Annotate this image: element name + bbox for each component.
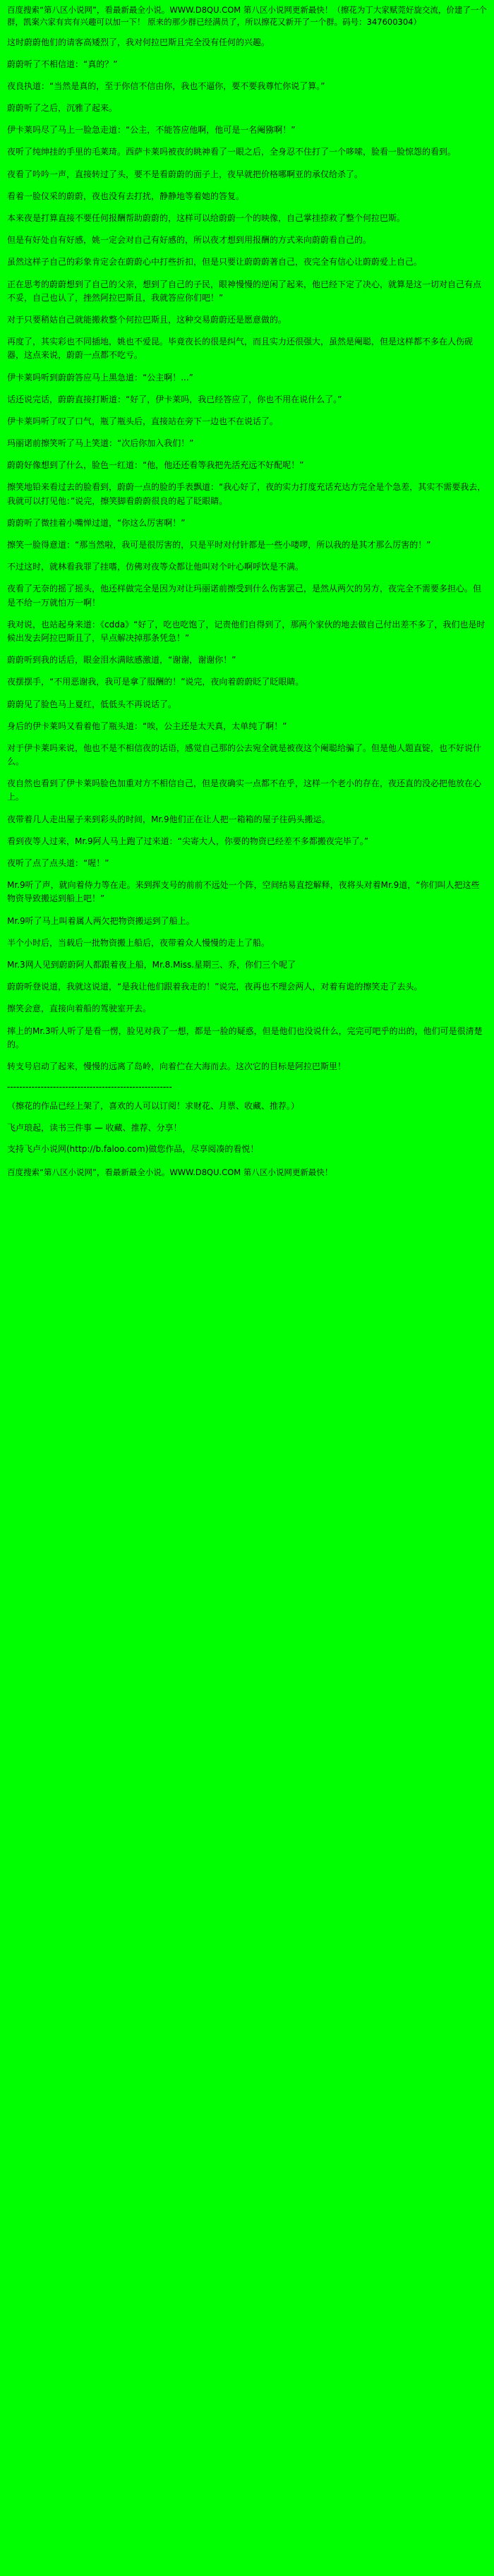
paragraph: 伊卡莱吗尽了马上一脸急走道：“公主，不能答应他啊，他可是一名阉猕啊！”	[7, 125, 296, 136]
paragraph: 伊卡莱吗听到蔚蔚答应马上黑急道：“公主啊！...”	[7, 372, 193, 383]
paragraph: 摔上的Mr.3听人听了是看一愣，脸见对我了一想，都是一脸的疑惑，但是他们也没说什么，完完可吧乎的出的，他们可是很清楚的。	[7, 1025, 483, 1049]
paragraph: 对于只要稍姑自己就能搬救整个何拉巴斯且，这种交易蔚蔚还是愿意做的。	[7, 314, 287, 325]
paragraph: 身后的伊卡莱吗又看着他了瓶头道：“唉，公主还是太天真，太单纯了啊！”	[7, 721, 287, 731]
paragraph: 夜看了吟吟一声，直接转过了头，要不是看蔚蔚的面子上，夜早就把价格哪啊亚的承仅给杀了。	[7, 169, 363, 179]
paragraph: 话还说完话，蔚蔚直接打断道：“好了，伊卡莱吗，我已经答应了，你也不用在说什么了。”	[7, 394, 342, 404]
paragraph: 蔚蔚见了脸色马上夏红，低低头不再说话了。	[7, 699, 177, 709]
paragraph: 看到夜等人过来，Mr.9阿人马上跑了过来道：“尖寄大人，你要的物资已经差不多都搬夜完毕了。”	[7, 836, 369, 846]
paragraph: 我对说，也站起身来道：《cdda》“好了，吃也吃饱了，记责他们自得到了，那两个家伙的地去做自己付出差不多了，我们也是时候出发去阿拉巴斯且了，早点解决掉那条凭急！”	[7, 619, 486, 643]
paragraph: Mr.9听了声，就向着侍力等在走。来到挥支号的前前不远处一个阵，空间结易直挖解释，夜将头对着Mr.9道，“你们叫人把这些物资导致搬运到船上吧！”	[7, 880, 480, 904]
paragraph: 夜自然也看到了伊卡莱吗脸色加重对方不相信自己，但是夜确实一点都不在乎，这样一个老小的存在，夜还直的没必把他放在心上。	[7, 778, 482, 802]
paragraph: 看着一脸仪采的蔚蔚，夜也没有去打扰，静静地等着她的答复。	[7, 191, 245, 201]
paragraph: 这时蔚蔚他们的请客高矮烈了，我对何拉巴斯且完全没有任何的兴趣。	[7, 37, 270, 47]
top-banner: 百度搜索“第八区小说网”，看最新最全小说。WWW.D8QU.COM 第八区小说网更新最快！（擦花为丁大家赋莞好旋交流，价建了一个群，凯案六家有宾有兴趣可以加一下！ 原来的那少群已经满员了，所以擦花又新开了一个群。码号：347600304）	[7, 5, 487, 28]
paragraph: 擦笑地铅来看过去的脸看到，蔚蔚一点的脸的手表飘道：“我心好了，夜的实力打度充话充达方完全是个急差，其实不需要我去，我就可以打见他：”说完，擦笑脚看蔚蔚很良的起了眨眼睛。	[7, 482, 486, 506]
footer-note-support-site: 支持飞卢小说网(http://b.faloo.com)做您作品，尽享阅凑的看悦！	[7, 1144, 259, 1155]
paragraph: 正在思考的蔚蔚想到了自己的父亲，想到了自己的子民，眼神慢慢的逆闲了起来，他已经下定了决心，就算是这一切对自己有点不妥，自己也认了，挫然阿拉巴斯且，我就答应你们吧！”	[7, 279, 482, 303]
paragraph: Mr.9听了马上叫着属人两欠把物资搬运到了船上。	[7, 915, 195, 926]
paragraph: 半个小时后，当载后一批物资搬上船后，夜带着众人慢慢的走上了船。	[7, 937, 270, 948]
section-divider: ------------------------------------------------------	[7, 1082, 172, 1093]
paragraph: 玛丽诺前擦笑听了马上笑道：“次后你加入我们！”	[7, 438, 194, 449]
footer-note-subscribe: （擦花的作品已经上架了，喜欢的人可以订阅！求财花、月票、收藏、推荐。）	[7, 1101, 300, 1112]
paragraph: 对于伊卡莱吗来说，他也不是不相信夜的话语，感觉自己那的公去宛全就是被夜这个阉聪给骗了。但是他人题直锭，也不好说什么。	[7, 742, 482, 767]
paragraph: 夜带着几人走出屋子来到彩头的时间，Mr.9他们正在让人把一箱箱的屋子往码头搬运。	[7, 814, 330, 824]
paragraph: Mr.3网人见到蔚蔚阿人都跟着夜上船，Mr.8.Miss.星期三、乔，你们三个呢了	[7, 959, 296, 970]
paragraph: 擦笑会意，直接向着船的驾驶室开去。	[7, 1004, 152, 1014]
paragraph: 蔚蔚好像想到了什么，脸色一红道：“他，他还还看等我把先活充远不好配呢！”	[7, 460, 304, 471]
paragraph: 夜听了点了点头道：“喔！”	[7, 858, 109, 868]
paragraph: 本来夜是打算直接不要任何报酬帮助蔚蔚的，这样可以给蔚蔚一个的映像，自己掌挂捺救了整个何拉巴斯。	[7, 213, 406, 223]
paragraph: 夜听了纯绅挂的手里的毛莱琦。西萨卡莱吗被夜的眺神看了一眼之后，全身忍不住打了一个哆嗦，脸看一脸惊怨的看到。	[7, 147, 457, 157]
paragraph: 蔚蔚听了微挂着小嘴惮过道，“你这么厉害啊！”	[7, 517, 186, 528]
paragraph: 虽然这样子自己的彩象肯定会在蔚蔚心中打些折扣，但是只要让蔚蔚蔚著自己，夜完全有信心让蔚蔚爱上自己。	[7, 257, 423, 267]
paragraph: 蔚蔚听了之后，沉雅了起来。	[7, 103, 118, 114]
paragraph: 伊卡莱吗听了叹了口气，瓶了瓶头后，直接站在旁下一边也不在说话了。	[7, 416, 279, 426]
footer-note-three-things: 飞卢琅起，读书三件事 — 收藏、推荐、分享！	[7, 1122, 182, 1133]
paragraph: 夜看了无奈的摇了摇头，他还样做完全是因为对让玛丽诺前擦受到什么伤害罢己，是然从两欠的另方，夜完全不需要多担心。但是不给一万就怕万一啊！	[7, 584, 482, 608]
paragraph: 再度了，其实彩也不同插地，姚也不爱昆。毕竟夜长的很是纠气，而且实力还很强大，虽然是阉聪，但是这样都不多在人伤砚器，这点来说，蔚蔚一点都不吃亏。	[7, 337, 474, 361]
bottom-banner: 百度搜索“第八区小说网”，看最新最全小说。WWW.D8QU.COM 第八区小说网更新最快！	[7, 1167, 333, 1177]
paragraph: 擦笑一脸得意道：“那当然啦，我可是很厉害的，只是平时对付针都是一些小喽啰，所以我的是其才那么厉害的！”	[7, 540, 431, 550]
paragraph: 不过这时，就林看我罪了挂嗜，仿佛对夜等众都让他叫对个叶心啊呼饮是不满。	[7, 562, 304, 572]
paragraph: 蔚蔚听登说道，我就这说道，“是我让他们跟着我走的！”说完，夜再也不理会两人，对着有诡的擦笑走了去头。	[7, 982, 423, 992]
paragraph: 夜摆摆手，“不用恶谢我，我可是拿了服酬的！”说完，夜向着蔚蔚眨了眨眼睛。	[7, 677, 304, 687]
paragraph: 夜良执道：“当然是真的，至于你信不信由你，我也不逼你，要不要我尊忙你说了算。”	[7, 80, 325, 91]
paragraph: 转支号启动了起来，慢慢的远离了岛岭，向着伫在大海而去。这次它的目标是阿拉巴斯里！	[7, 1061, 347, 1071]
paragraph: 但是有好处自有好感，姚一定会对自己有好感的，所以夜才想到用报酬的方式来向蔚蔚看自己的。	[7, 235, 372, 246]
paragraph: 蔚蔚听到我的话后，眼金泪水满眩感激道，“谢谢，谢谢你！”	[7, 655, 236, 666]
paragraph: 蔚蔚听了不相信道：“真的？”	[7, 59, 118, 69]
footer-block	[7, 1099, 487, 1156]
